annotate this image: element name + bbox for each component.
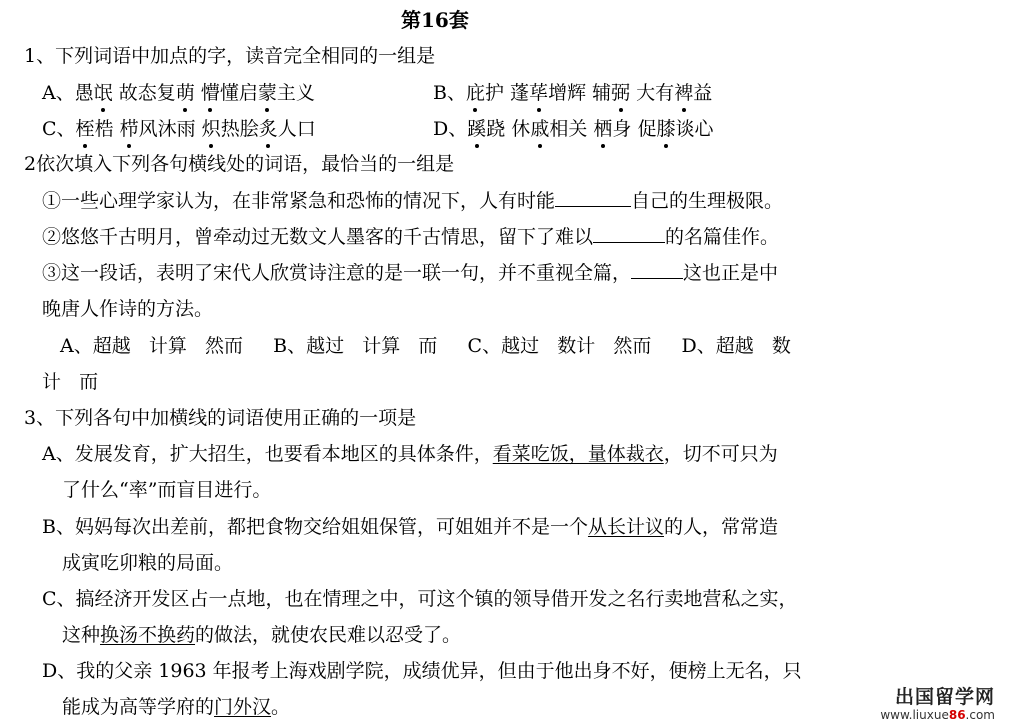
q3-option-d-cont: 能成为高等学府的门外汉。 <box>62 696 291 718</box>
question-1-stem: 1、下列词语中加点的字，读音完全相同的一组是 <box>24 45 436 67</box>
dotted-char: 炽 <box>201 118 221 140</box>
page-title: 第16套 <box>401 8 469 32</box>
q2-sentence-3-cont: 晚唐人作诗的方法。 <box>42 298 214 320</box>
dotted-char: 萌 <box>175 82 195 104</box>
underlined-phrase: 换汤不换药 <box>100 624 196 646</box>
q3-option-b-cont: 成寅吃卯粮的局面。 <box>62 552 234 574</box>
q1-option-b: B、庇护 蓬荜增辉 辅弼 大有裨益 <box>433 82 713 104</box>
dotted-char: 膝 <box>656 118 676 140</box>
dotted-char: 庇 <box>465 82 485 104</box>
dotted-char: 懵 <box>200 82 220 104</box>
q3-option-c: C、搞经济开发区占一点地，也在情理之中，可这个镇的领导借开发之名行卖地营私之实， <box>42 588 798 610</box>
dotted-char: 炙 <box>258 118 278 140</box>
fill-blank <box>555 188 631 207</box>
dotted-char: 氓 <box>93 82 113 104</box>
watermark-url: www.liuxue86.com <box>880 708 995 722</box>
question-2-stem: 2依次填入下列各句横线处的词语，最恰当的一组是 <box>24 153 455 175</box>
q3-option-c-cont: 这种换汤不换药的做法，就使农民难以忍受了。 <box>62 624 462 646</box>
site-watermark <box>880 686 995 722</box>
q3-option-b: B、妈妈每次出差前，都把食物交给姐姐保管，可姐姐并不是一个从长计议的人，常常造 <box>42 516 778 538</box>
q1-option-c: C、桎梏 栉风沐雨 炽热脍炙人口 <box>42 118 316 140</box>
dotted-char: 弼 <box>611 82 631 104</box>
q2-sentence-1: ①一些心理学家认为，在非常紧急和恐怖的情况下，人有时能 自己的生理极限。 <box>42 190 784 212</box>
fill-blank <box>593 224 665 243</box>
dotted-char: 栖 <box>593 118 613 140</box>
q2-options: A、超越 计算 然而 B、越过 计算 而 C、越过 数计 然而 D、超越 数 <box>60 335 791 357</box>
dotted-char: 戚 <box>530 118 550 140</box>
q3-option-a-cont: 了什么“率”而盲目进行。 <box>62 479 272 501</box>
q1-option-a: A、愚氓 故态复萌 懵懂启蒙主义 <box>42 82 315 104</box>
question-3-stem: 3、下列各句中加横线的词语使用正确的一项是 <box>24 407 417 429</box>
q2-options-cont: 计 而 <box>42 371 99 393</box>
q1-option-d: D、蹊跷 休戚相关 栖身 促膝谈心 <box>433 118 714 140</box>
dotted-char: 荜 <box>529 82 549 104</box>
dotted-char: 栉 <box>119 118 139 140</box>
underlined-phrase: 门外汉 <box>214 696 272 718</box>
dotted-char: 桎 <box>75 118 95 140</box>
underlined-phrase: 从长计议 <box>587 516 664 538</box>
watermark-name: 出国留学网 <box>894 686 995 708</box>
q2-sentence-3: ③这一段话，表明了宋代人欣赏诗注意的是一联一句，并不重视全篇， 这也正是中 <box>42 262 779 284</box>
q3-option-d: D、我的父亲 1963 年报考上海戏剧学院，成绩优异，但由于他出身不好，便榜上无名，只 <box>42 660 802 682</box>
dotted-char: 裨 <box>674 82 694 104</box>
q3-option-a: A、发展发育，扩大招生，也要看本地区的具体条件，看菜吃饭，量体裁衣，切不可只为 <box>42 443 778 465</box>
dotted-char: 蒙 <box>257 82 277 104</box>
fill-blank <box>631 260 683 279</box>
dotted-char: 蹊 <box>467 118 487 140</box>
q2-sentence-2: ②悠悠千古明月，曾牵动过无数文人墨客的千古情思，留下了难以 的名篇佳作。 <box>42 226 780 248</box>
underlined-phrase: 看菜吃饭，量体裁衣 <box>492 443 664 465</box>
